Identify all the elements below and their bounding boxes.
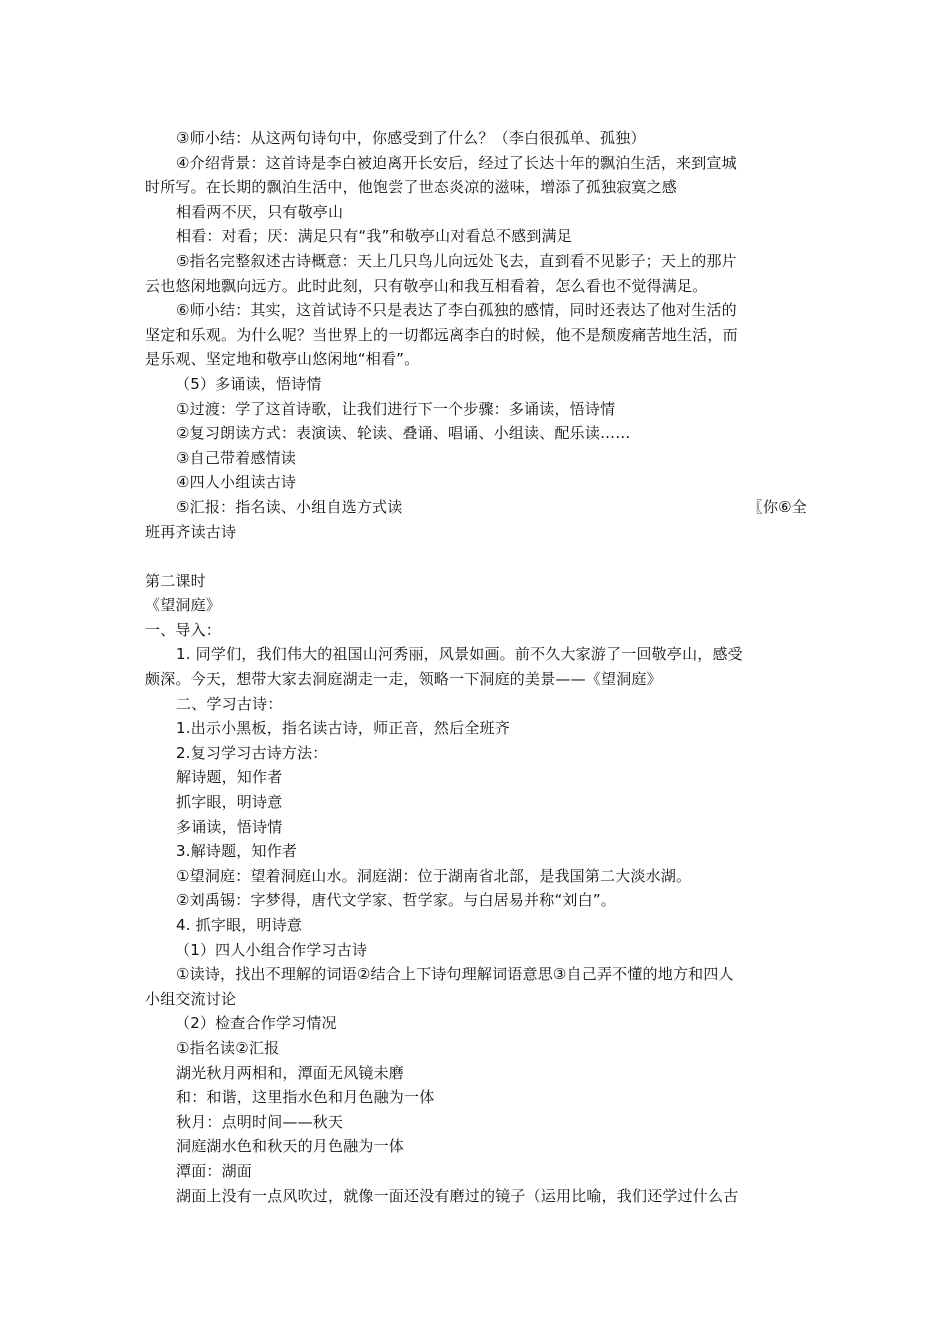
text-line: ①过渡：学了这首诗歌，让我们进行下一个步骤：多诵读，悟诗情 [176,399,616,418]
text-line: （1）四人小组合作学习古诗 [175,940,368,959]
text-line: 时所写。在长期的飘泊生活中，他饱尝了世态炎凉的滋味，增添了孤独寂寞之感 [145,178,678,197]
text-line: 班再齐读古诗 [145,522,237,541]
text-line: 颇深。今天，想带大家去洞庭湖走一走，领略一下洞庭的美景——《望洞庭》 [145,670,662,689]
text-line: 抓字眼，明诗意 [176,793,283,812]
text-line: ②刘禹锡：字梦得，唐代文学家、哲学家。与白居易并称“刘白”。 [176,891,616,910]
section-heading: 二、学习古诗： [176,694,283,713]
lesson-title: 第二课时 [145,571,206,590]
text-line: ③师小结：从这两句诗句中，你感受到了什么？（李白很孤单、孤独） [176,129,646,147]
text-line: 3.解诗题，知作者 [176,842,298,861]
text-line: 多诵读，悟诗情 [176,817,283,836]
text-line: 云也悠闲地飘向远方。此时此刻，只有敬亭山和我互相看着，怎么看也不觉得满足。 [145,276,708,295]
text-line: 4. 抓字眼，明诗意 [176,916,303,934]
text-line: 湖光秋月两相和，潭面无风镜未磨 [176,1063,405,1082]
text-line: 湖面上没有一点风吹过，就像一面还没有磨过的镜子（运用比喻，我们还学过什么古 [176,1186,739,1205]
text-line: ④介绍背景：这首诗是李白被迫离开长安后，经过了长达十年的飘泊生活，来到宣城 [176,153,737,172]
text-line: 相看两不厌，只有敬亭山 [176,202,344,221]
text-line: ③自己带着感情读 [176,448,297,467]
text-line: 1.出示小黑板，指名读古诗，师正音，然后全班齐 [176,719,510,738]
text-line: 相看：对看；厌：满足只有“我”和敬亭山对看总不感到满足 [176,227,572,246]
text-line-right: 〖你⑥全 [747,497,807,516]
document-body [145,126,807,1208]
text-line: 坚定和乐观。为什么呢？当世界上的一切都远离李白的时候，他不是颓废痛苦地生活，而 [145,325,738,344]
text-line: ⑥师小结：其实，这首试诗不只是表达了李白孤独的感情，同时还表达了他对生活的 [176,301,737,320]
section-heading: 一、导入： [145,620,222,639]
text-line: ①望洞庭：望着洞庭山水。洞庭湖：位于湖南省北部，是我国第二大淡水湖。 [176,866,692,885]
text-line: 秋月：点明时间——秋天 [176,1112,344,1131]
text-line: ②复习朗读方式：表演读、轮读、叠诵、唱诵、小组读、配乐读…… [176,424,631,443]
text-line: ①指名读②汇报 [176,1038,280,1057]
text-line: 洞庭湖水色和秋天的月色融为一体 [176,1137,405,1156]
text-line: 和：和谐，这里指水色和月色融为一体 [176,1088,435,1107]
text-line: 潭面：湖面 [176,1161,253,1180]
text-line: ④四人小组读古诗 [176,473,297,492]
section-heading: （5）多诵读，悟诗情 [175,374,322,393]
text-line: 1. 同学们，我们伟大的祖国山河秀丽，风景如画。前不久大家游了一回敬亭山，感受 [176,645,743,664]
text-line: 解诗题，知作者 [176,768,283,787]
text-line: 小组交流讨论 [145,989,237,1008]
text-line: 是乐观、坚定地和敬亭山悠闲地“相看”。 [145,350,420,369]
poem-title: 《望洞庭》 [145,596,222,615]
text-line: （2）检查合作学习情况 [175,1014,337,1033]
blank-line [145,544,807,569]
text-line: ⑤指名完整叙述古诗概意：天上几只鸟儿向远处飞去，直到看不见影子；天上的那片 [176,251,737,270]
text-line [145,495,807,520]
text-line: ①读诗，找出不理解的词语②结合上下诗句理解词语意思③自己弄不懂的地方和四人 [176,965,734,984]
text-line-left: ⑤汇报：指名读、小组自选方式读 [176,497,403,516]
text-line: 2.复习学习古诗方法： [176,743,328,762]
